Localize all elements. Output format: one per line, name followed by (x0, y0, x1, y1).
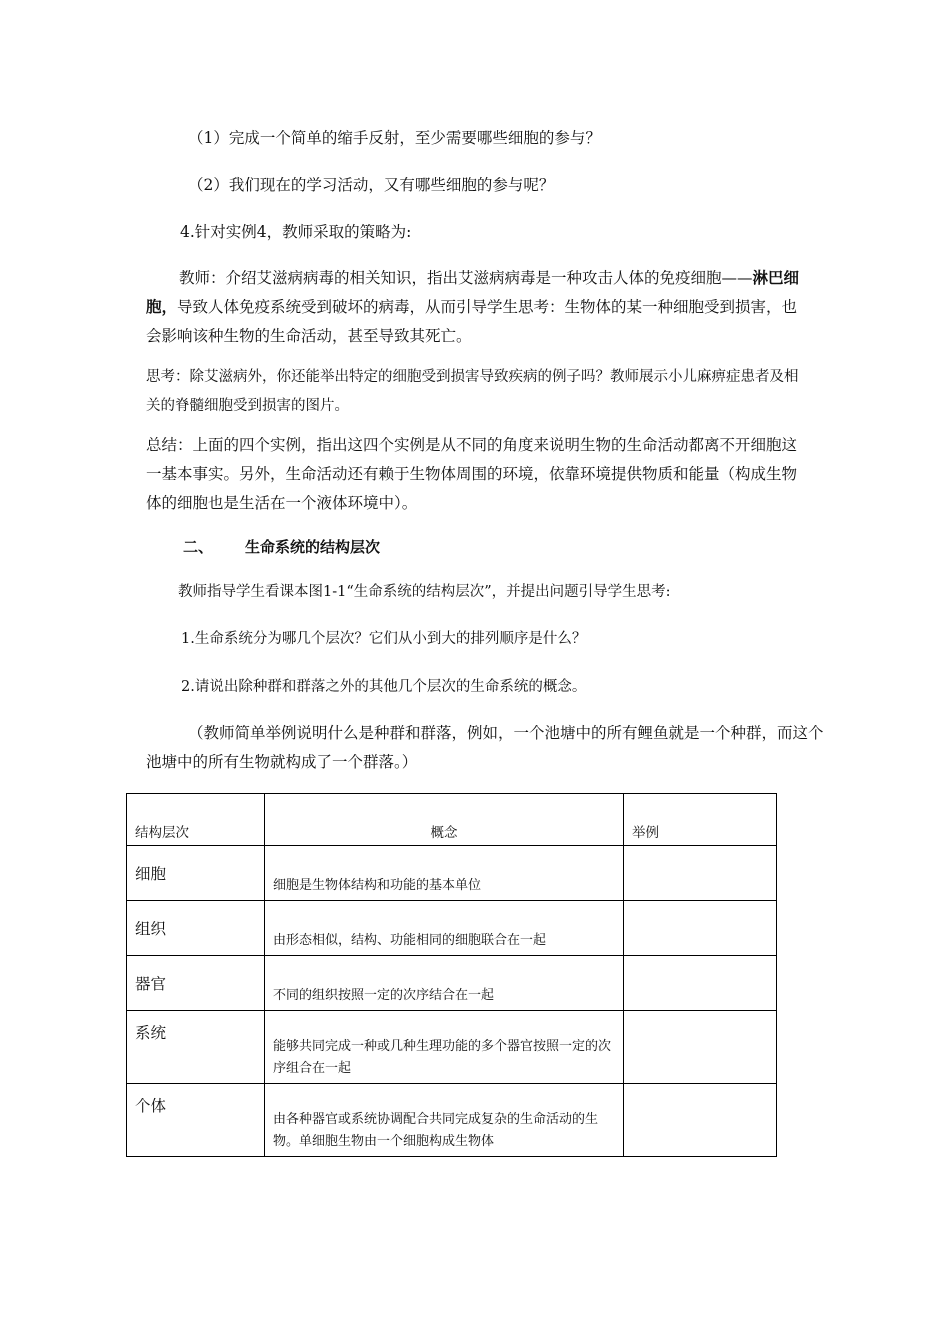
header-level: 结构层次 (127, 794, 265, 846)
table-row (127, 901, 777, 956)
table-header-row (127, 794, 777, 846)
teacher-paragraph (146, 264, 810, 351)
case4-intro: 4.针对实例4，教师采取的策略为: (180, 223, 412, 241)
row-level: 系统 (127, 1011, 265, 1084)
row-concept: 细胞是生物体结构和功能的基本单位 (265, 846, 624, 901)
question-learning: （2）我们现在的学习活动，又有哪些细胞的参与呢？ (188, 176, 555, 194)
think-paragraph: 思考：除艾滋病外，你还能举出特定的细胞受到损害导致疾病的例子吗？教师展示小儿麻痹症患者及相关的脊髓细胞受到损害的图片。 (146, 369, 799, 414)
section-2-title: 生命系统的结构层次 (245, 538, 381, 556)
row-concept: 由形态相似，结构、功能相同的细胞联合在一起 (265, 901, 624, 956)
row-example (624, 901, 777, 956)
row-level: 个体 (127, 1084, 265, 1157)
question-reflex: （1）完成一个简单的缩手反射，至少需要哪些细胞的参与？ (188, 129, 601, 147)
row-example (624, 846, 777, 901)
teacher-text-end: 导致人体免疫系统受到破坏的病毒，从而引导学生思考：生物体的某一种细胞受到损害，也会影响该种生物的生命活动，甚至导致其死亡。 (146, 298, 798, 345)
row-example (624, 1011, 777, 1084)
section-2-heading (183, 536, 483, 556)
row-level: 器官 (127, 956, 265, 1011)
summary-paragraph: 总结：上面的四个实例，指出这四个实例是从不同的角度来说明生物的生命活动都离不开细胞这一基本事实。另外，生命活动还有赖于生物体周围的环境，依靠环境提供物质和能量（构成生物体的细胞也是生活在一个液体环境中）。 (146, 436, 798, 512)
table-row (127, 1011, 777, 1084)
header-concept: 概念 (265, 794, 624, 846)
section-2-number: 二、 (183, 538, 214, 556)
row-level: 组织 (127, 901, 265, 956)
table-row (127, 956, 777, 1011)
row-level: 细胞 (127, 846, 265, 901)
header-example: 举例 (624, 794, 777, 846)
row-example (624, 956, 777, 1011)
question-levels: 1.生命系统分为哪几个层次？它们从小到大的排列顺序是什么？ (181, 631, 587, 647)
row-concept: 能够共同完成一种或几种生理功能的多个器官按照一定的次序组合在一起 (265, 1011, 624, 1084)
structure-levels-table (126, 793, 777, 1157)
table-row (127, 1084, 777, 1157)
question-concepts: 2.请说出除种群和群落之外的其他几个层次的生命系统的概念。 (181, 679, 587, 695)
lymphocyte-bold: 淋巴细胞， (146, 269, 800, 316)
table-row (127, 846, 777, 901)
row-concept: 不同的组织按照一定的次序结合在一起 (265, 956, 624, 1011)
example-note: （教师简单举例说明什么是种群和群落，例如，一个池塘中的所有鲤鱼就是一个种群，而这个池塘中的所有生物就构成了一个群落。） (146, 724, 824, 771)
row-concept: 由各种器官或系统协调配合共同完成复杂的生命活动的生物。单细胞生物由一个细胞构成生物体 (265, 1084, 624, 1157)
teacher-text-start: 教师：介绍艾滋病病毒的相关知识，指出艾滋病病毒是一种攻击人体的免疫细胞—— (179, 269, 753, 287)
guide-text: 教师指导学生看课本图1-1“生命系统的结构层次”，并提出问题引导学生思考: (178, 584, 671, 600)
row-example (624, 1084, 777, 1157)
